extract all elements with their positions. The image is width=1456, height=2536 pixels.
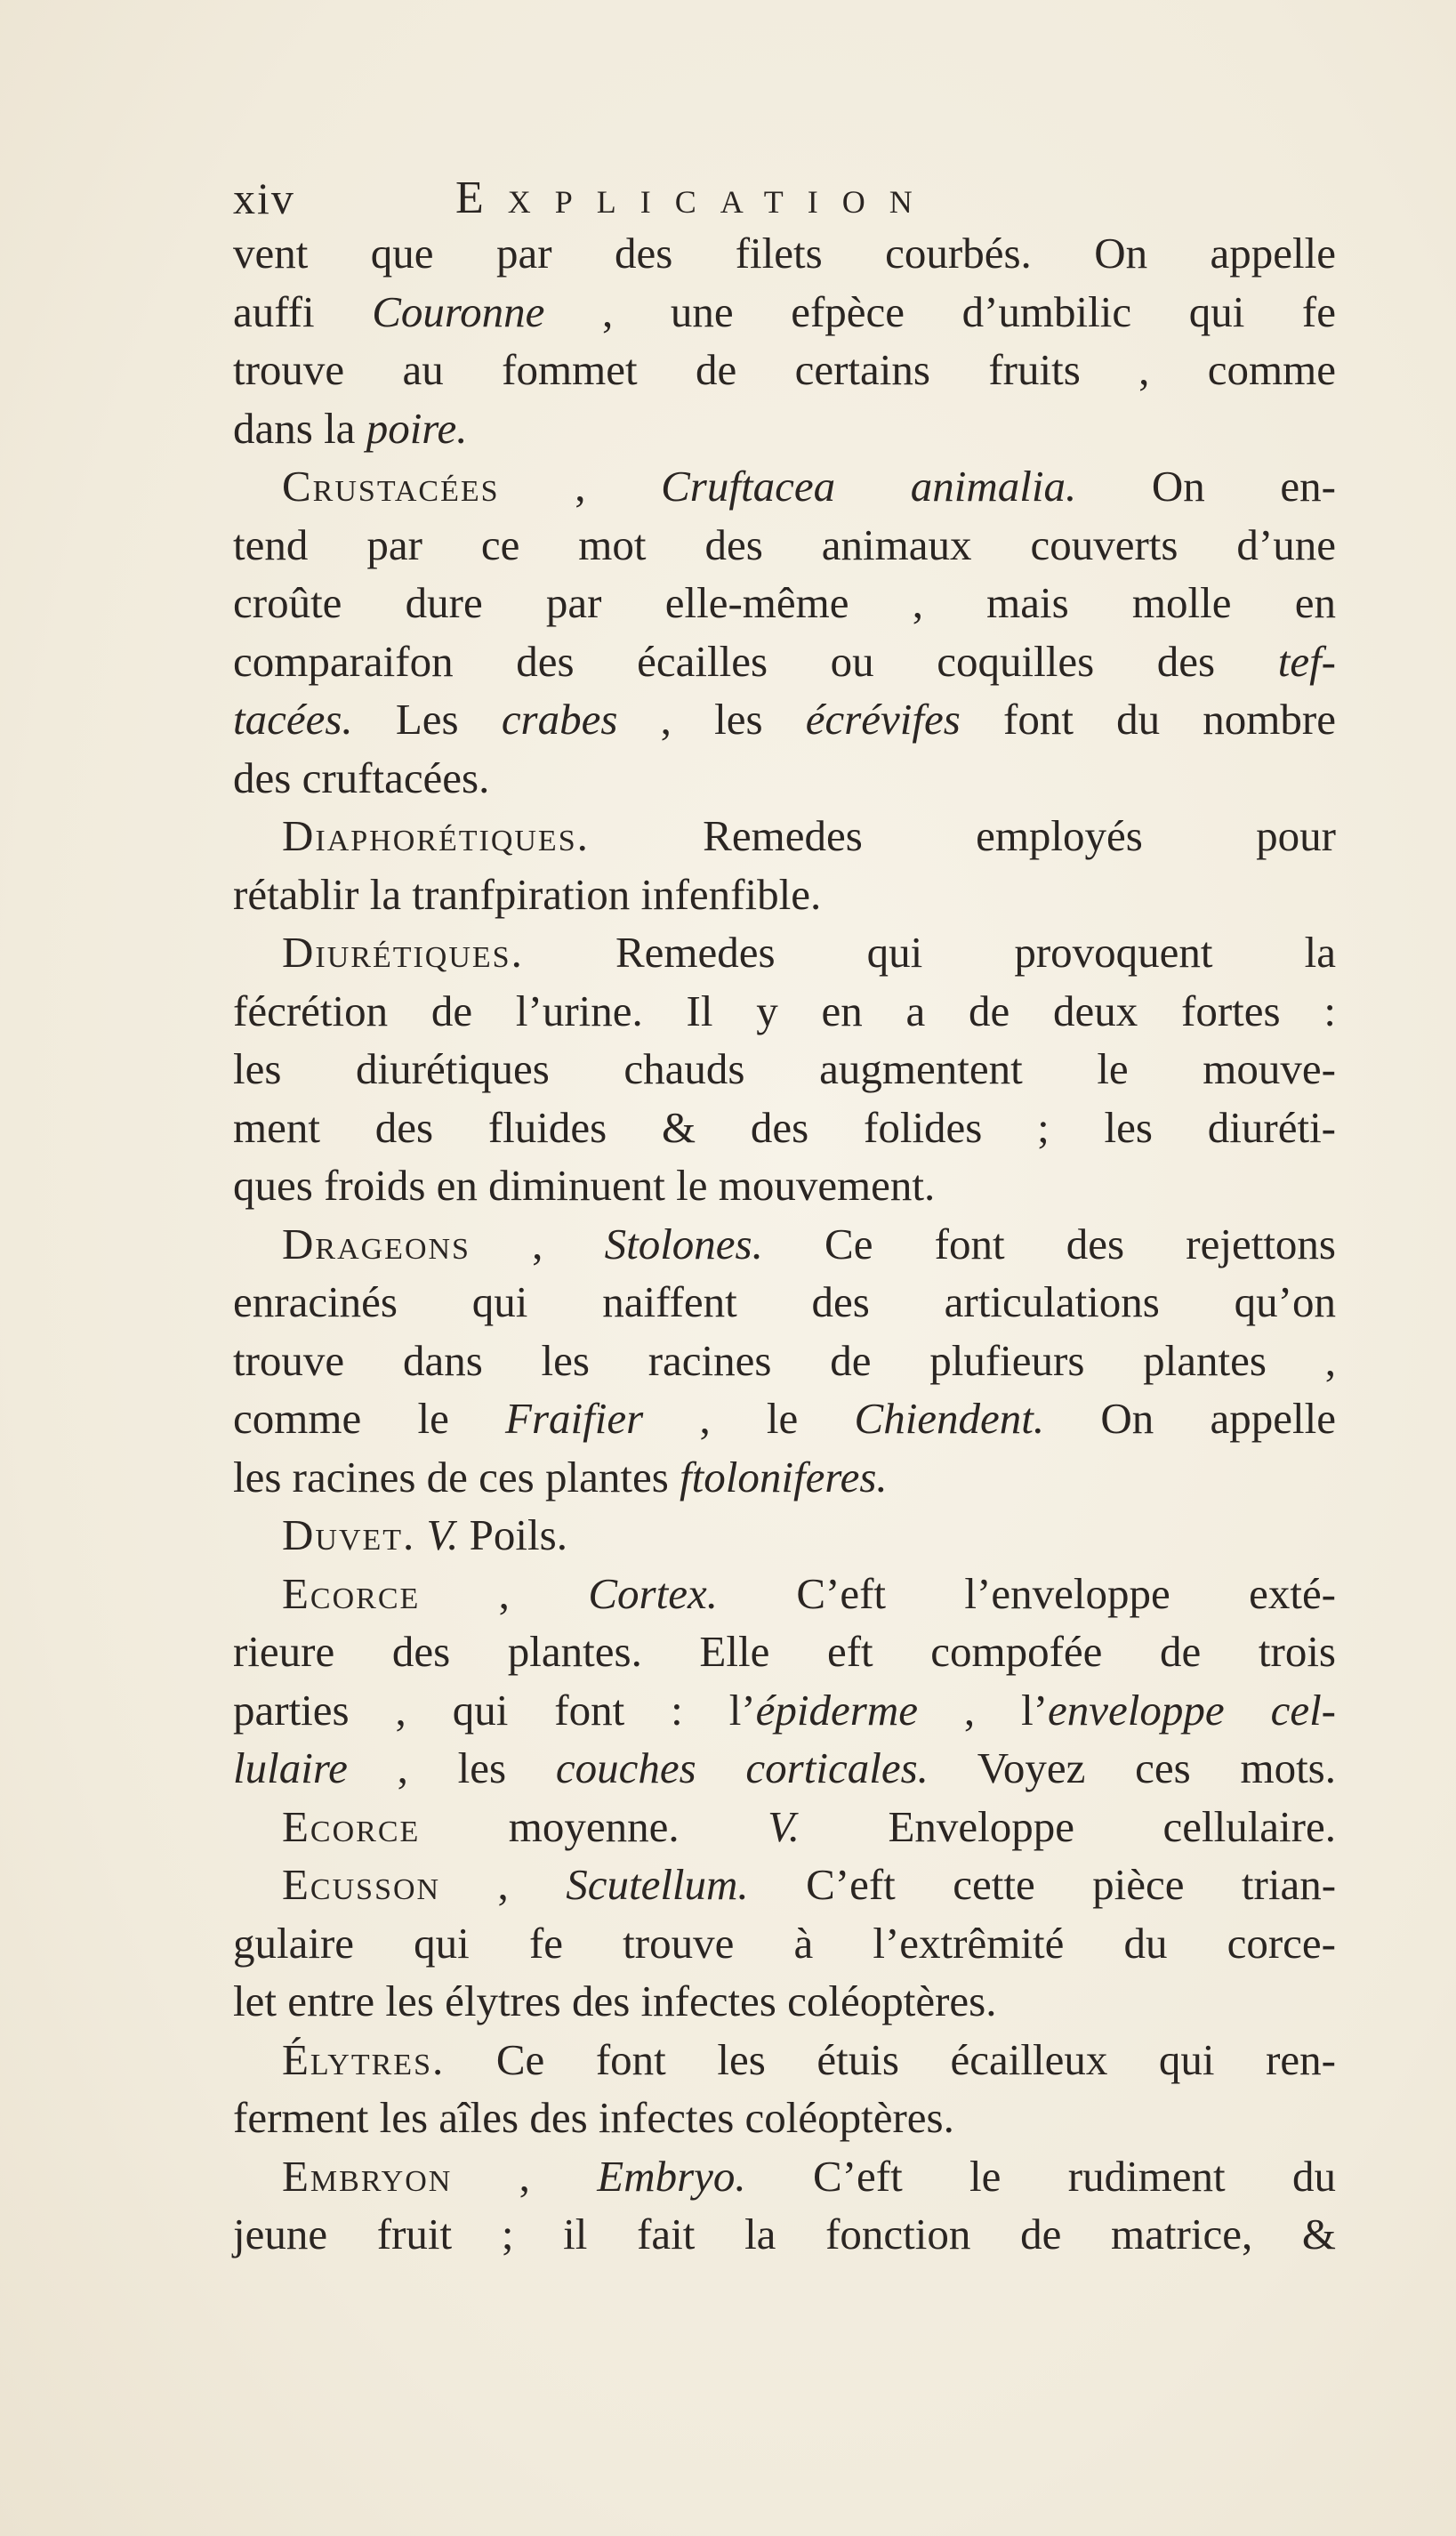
text-line: [233, 1040, 1336, 1099]
text-run: des cruftacées.: [233, 753, 490, 802]
text-line: [233, 399, 1336, 458]
text-run: ,: [440, 1860, 567, 1909]
text-line: [233, 1332, 1336, 1390]
text-run: Ce font des rejettons: [762, 1219, 1336, 1268]
text-run: , les: [617, 695, 806, 744]
text-run: vent que par des filets courbés. On appelle: [233, 229, 1336, 278]
text-run: , une efpèce d’umbilic qui fe: [544, 286, 1336, 336]
text-run: , les: [347, 1743, 556, 1792]
text-line: [233, 2205, 1336, 2264]
text-line: [233, 1856, 1336, 1914]
text-line: [233, 1215, 1336, 1274]
text-run: ,: [470, 1219, 605, 1268]
text-line: [233, 1798, 1336, 1856]
text-line: [233, 1565, 1336, 1623]
italic-term: Stolones.: [604, 1219, 763, 1268]
text-run: , le: [643, 1394, 855, 1443]
text-run: ,: [420, 1568, 589, 1618]
text-line: [233, 1273, 1336, 1332]
text-run: comme le: [233, 1394, 506, 1443]
italic-term: enveloppe cel-: [1048, 1685, 1337, 1735]
text-run: ment des fluides & des folides ; les diuréti-: [233, 1102, 1336, 1152]
text-run: On appelle: [1044, 1394, 1336, 1443]
italic-term: Chiendent.: [854, 1394, 1045, 1443]
text-line: [233, 1099, 1336, 1157]
italic-term: lulaire: [233, 1743, 348, 1792]
entry-headword: Ecorce: [282, 1801, 421, 1851]
text-line: [233, 283, 1336, 342]
italic-term: couches corticales.: [555, 1743, 929, 1792]
text-run: tend par ce mot des animaux couverts d’une: [233, 519, 1336, 569]
text-line: [233, 2031, 1336, 2089]
entry-headword: Diaphorétiques.: [282, 811, 590, 860]
text-run: croûte dure par elle-même , mais molle en: [233, 578, 1336, 627]
italic-term: ftoloniferes.: [680, 1452, 888, 1501]
text-line: [233, 1972, 1336, 2031]
text-run: ques froids en diminuent le mouvement.: [233, 1161, 936, 1210]
italic-term: Couronne: [372, 286, 545, 336]
entry-headword: Élytres.: [282, 2034, 446, 2084]
text-line: [233, 2147, 1336, 2206]
text-line: [233, 749, 1336, 808]
text-run: rétablir la tranfpiration infenfible.: [233, 869, 822, 919]
italic-term: tef-: [1277, 636, 1336, 686]
text-run: trouve au fommet de certains fruits , comme: [233, 345, 1336, 394]
text-line: [233, 1156, 1336, 1215]
page-number: xiv: [233, 173, 295, 223]
text-run: enracinés qui naiffent des articulations qu’on: [233, 1277, 1336, 1326]
italic-term: Fraifier: [505, 1394, 644, 1443]
text-line: [233, 2089, 1336, 2147]
text-run: ,: [499, 462, 662, 511]
entry-headword: Crustacées: [282, 462, 500, 511]
italic-term: épiderme: [755, 1685, 918, 1735]
entry-headword: Diurétiques.: [282, 928, 524, 977]
italic-term: poire.: [366, 403, 468, 453]
body-text: [233, 224, 1336, 2264]
text-run: trouve dans les racines de plufieurs plantes ,: [233, 1335, 1336, 1385]
text-run: jeune fruit ; il fait la fonction de matrice, &: [233, 2210, 1336, 2258]
entry-headword: Drageons: [282, 1219, 471, 1268]
text-run: [415, 1510, 426, 1559]
text-line: [233, 690, 1336, 749]
text-line: [233, 574, 1336, 632]
text-line: [233, 1506, 1336, 1565]
text-line: [233, 224, 1336, 283]
text-run: C’eft le rudiment du: [745, 2151, 1337, 2201]
text-line: [233, 982, 1336, 1041]
text-line: [233, 1448, 1336, 1507]
text-line: [233, 1739, 1336, 1798]
text-run: font du nombre: [960, 695, 1336, 744]
text-line: [233, 516, 1336, 575]
text-line: [233, 457, 1336, 516]
text-line: [233, 865, 1336, 924]
text-run: Les: [352, 695, 502, 744]
text-line: [233, 1389, 1336, 1448]
text-run: ferment les aîles des infectes coléoptères.: [233, 2093, 954, 2142]
text-run: Enveloppe cellulaire.: [799, 1801, 1336, 1851]
text-run: auffi: [233, 286, 373, 336]
entry-headword: Ecusson: [282, 1860, 441, 1909]
italic-term: tacées.: [233, 695, 353, 744]
italic-term: Embryo.: [597, 2151, 746, 2201]
italic-term: crabes: [501, 695, 618, 744]
page-header: [233, 167, 1336, 229]
italic-term: écrévifes: [805, 695, 961, 744]
text-line: [233, 807, 1336, 865]
italic-term: V.: [426, 1510, 459, 1559]
text-run: les racines de ces plantes: [233, 1452, 680, 1501]
entry-headword: Ecorce: [282, 1568, 421, 1618]
entry-headword: Embryon: [282, 2151, 453, 2201]
text-run: comparaifon des écailles ou coquilles des: [233, 636, 1278, 686]
text-run: Voyez ces mots.: [928, 1743, 1337, 1792]
text-line: [233, 341, 1336, 399]
text-run: parties , qui font : l’: [233, 1685, 756, 1735]
text-run: C’eft l’enveloppe exté-: [717, 1568, 1337, 1618]
text-run: fécrétion de l’urine. Il y en a de deux fortes :: [233, 986, 1336, 1035]
text-run: les diurétiques chauds augmentent le mouve-: [233, 1044, 1336, 1093]
text-run: ,: [452, 2151, 598, 2201]
text-run: Poils.: [458, 1510, 567, 1559]
text-run: Remedes employés pour: [589, 811, 1336, 860]
italic-term: Cortex.: [588, 1568, 718, 1618]
text-run: moyenne.: [420, 1801, 768, 1851]
text-run: gulaire qui fe trouve à l’extrêmité du corce-: [233, 1918, 1336, 1968]
text-run: rieure des plantes. Elle eft compofée de trois: [233, 1627, 1336, 1676]
text-run: let entre les élytres des infectes coléoptères.: [233, 1976, 997, 2025]
italic-term: Cruftacea animalia.: [661, 462, 1077, 511]
running-title: Explication: [455, 173, 937, 223]
text-run: Ce font les étuis écailleux qui ren-: [445, 2034, 1336, 2084]
text-line: [233, 923, 1336, 982]
text-run: C’eft cette pièce trian-: [748, 1860, 1337, 1909]
text-line: [233, 632, 1336, 691]
text-run: , l’: [917, 1685, 1049, 1735]
text-run: dans la: [233, 403, 366, 453]
text-run: On en-: [1076, 462, 1336, 511]
italic-term: V.: [768, 1801, 800, 1851]
text-run: Remedes qui provoquent la: [523, 928, 1336, 977]
text-line: [233, 1681, 1336, 1740]
text-line: [233, 1622, 1336, 1681]
text-line: [233, 1914, 1336, 1973]
entry-headword: Duvet.: [282, 1510, 416, 1559]
italic-term: Scutellum.: [566, 1860, 749, 1909]
